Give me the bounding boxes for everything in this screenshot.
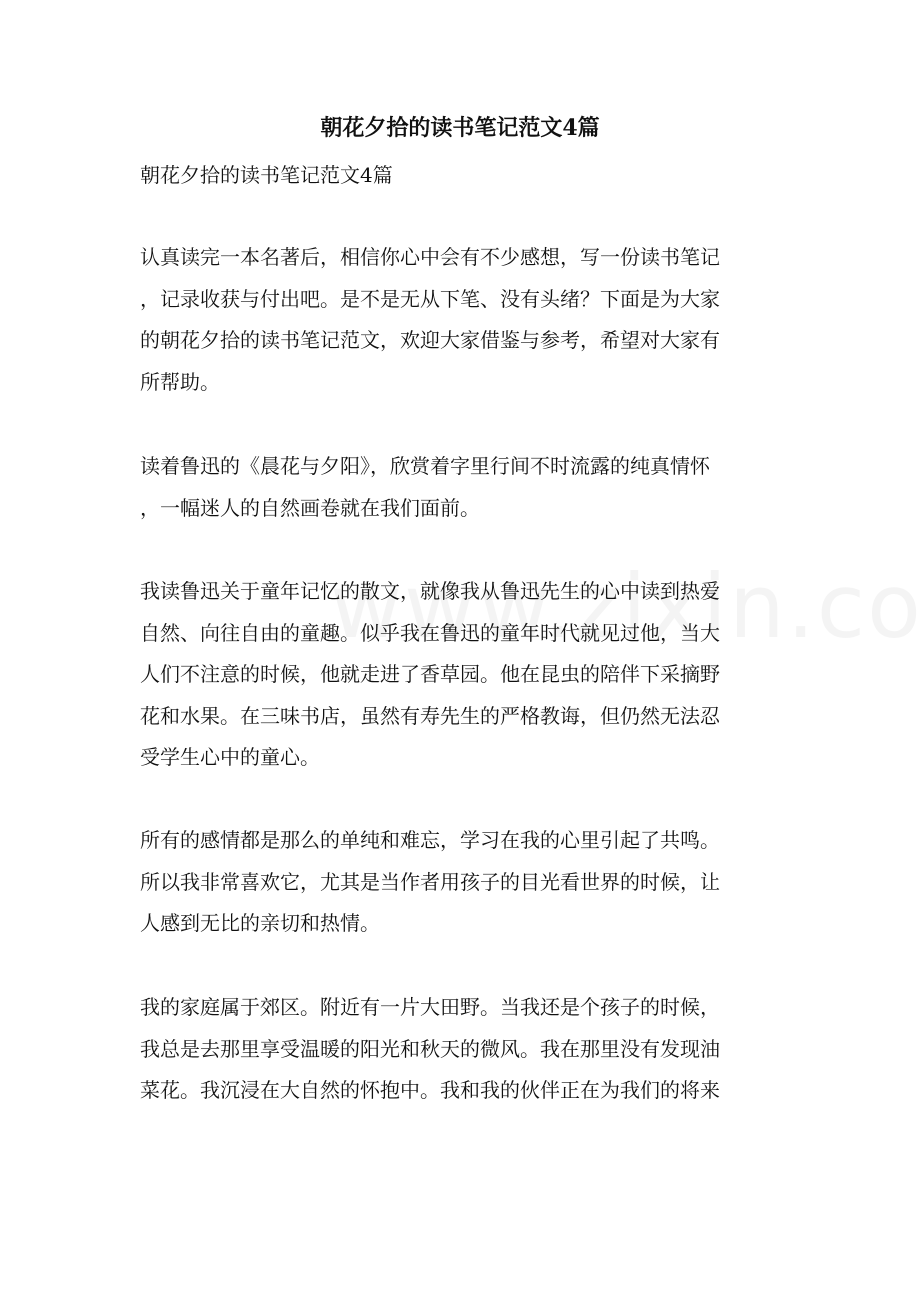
paragraph-1: [140, 237, 780, 403]
paragraph-line: 读着鲁迅的《晨花与夕阳》，欣赏着字里行间不时流露的纯真情怀: [140, 454, 710, 478]
paragraph-5: [140, 987, 780, 1112]
paragraph-line: 自然、向往自由的童趣。似乎我在鲁迅的童年时代就见过他，当大: [140, 620, 720, 645]
paragraph-line: 人们不注意的时候，他就走进了香草园。他在昆虫的陪伴下采摘野: [140, 662, 720, 686]
paragraph-3: [140, 571, 780, 779]
paragraph-4: [140, 820, 780, 945]
paragraph-line: 认真读完一本名著后，相信你心中会有不少感想，写一份读书笔记: [140, 245, 720, 269]
document-title: 朝花夕拾的读书笔记范文4篇: [320, 115, 600, 141]
paragraph-line: 所有的感情都是那么的单纯和难忘，学习在我的心里引起了共鸣。: [140, 828, 720, 852]
paragraph-line: 我的家庭属于郊区。附近有一片大田野。当我还是个孩子的时候，: [140, 995, 720, 1019]
paragraph-line: 我读鲁迅关于童年记忆的散文，就像我从鲁迅先生的心中读到热爱: [140, 579, 720, 603]
paragraph-line: 所以我非常喜欢它，尤其是当作者用孩子的目光看世界的时候，让: [140, 869, 720, 894]
document-subtitle: 朝花夕拾的读书笔记范文4篇: [140, 163, 393, 187]
paragraph-line: ，记录收获与付出吧。是不是无从下笔、没有头绪？下面是为大家: [140, 286, 720, 311]
paragraph-line: 我总是去那里享受温暖的阳光和秋天的微风。我在那里没有发现油: [140, 1036, 720, 1061]
paragraph-line: 人感到无比的亲切和热情。: [140, 911, 380, 935]
paragraph-line: 花和水果。在三味书店，虽然有寿先生的严格教诲，但仍然无法忍: [140, 703, 720, 728]
paragraph-line: ，一幅迷人的自然画卷就在我们面前。: [140, 495, 480, 520]
paragraph-2: [140, 446, 780, 529]
paragraph-line: 菜花。我沉浸在大自然的怀抱中。我和我的伙伴正在为我们的将来: [140, 1078, 720, 1102]
paragraph-line: 所帮助。: [140, 369, 220, 394]
paragraph-line: 的朝花夕拾的读书笔记范文，欢迎大家借鉴与参考，希望对大家有: [140, 328, 720, 352]
paragraph-line: 受学生心中的童心。: [140, 745, 320, 769]
